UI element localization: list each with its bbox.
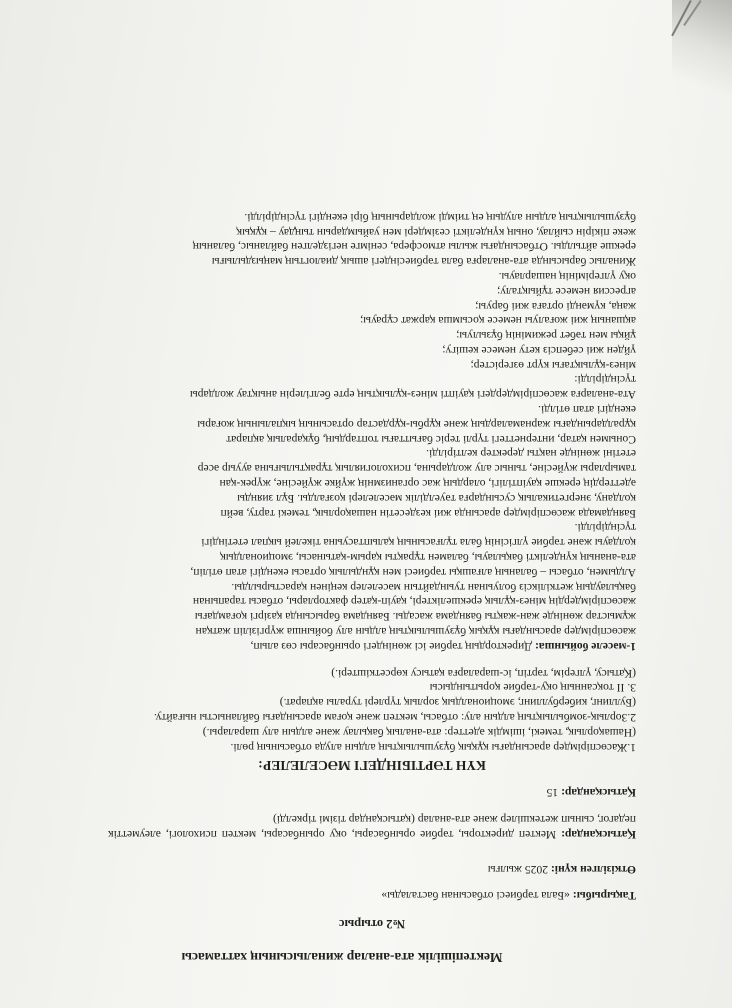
topic-label: Тақырыбы:	[572, 889, 636, 903]
body-line: Ата-аналарға жасөспірімдердегі қауіпті мінез-құлықтың ерте белгілерін анықтау жолдары	[189, 388, 636, 402]
participants-label: Қатысқандар:	[561, 827, 636, 841]
body-line: жасөспірімдер арасындағы құқық бұзушылықтың алдын алу бойынша жүргізіліп жатқан	[195, 625, 636, 639]
body-line: қолдауы және тәрбие үлгісінің бала тұлғасының қалыптасуына тікелей ықпал ететіндігі	[201, 536, 636, 550]
list-bullet-line: ұйқы мен тәбет режимінің бұзылуы;	[456, 329, 636, 343]
attendance-value: 15	[546, 786, 559, 800]
body-line: түсіндірілді:	[574, 373, 636, 387]
participants-value: Мектеп директоры, тәрбие орынбасары, оқу орынбасары, мектеп психологі, әлеуметтік педагог, сынып жетекшілер және ата-аналар (қатысқандар тізімі тіркелді)	[108, 813, 636, 841]
body-line: Жиналыс барысында ата-аналарға бала тәрбиесіндегі ашық диалогтың маңыздылығы	[211, 255, 636, 269]
body-line: жұмыстар жөнінде жан-жақты баяндама жасады. Баяндама барысында қазіргі қоғамдағы	[194, 610, 636, 624]
list-bullet-line: агрессия немесе тұйықталу;	[497, 284, 636, 298]
question-1-section	[108, 209, 636, 653]
date-value: 2025 жылғы	[487, 862, 549, 876]
question-1-first-line	[108, 638, 636, 653]
list-bullet-line: оқу үлгерімінің нашарлауы.	[498, 269, 636, 283]
agenda-title: КҮН ТӘРТІБІНДЕГІ МӘСЕЛЕЛЕР:	[258, 758, 486, 774]
body-line: тамырлары жүйесіне, тыныс алу жолдарына, психологиялық тұрақтылығына аууыр әсер	[197, 462, 636, 476]
body-line: Сонымен қатар, интернеттегі түрлі теріс бағыттағы топтардың, бұқаралық ақпарат	[226, 432, 636, 446]
body-line: Баяндамада жасөспірімдер арасында жиі кездесетін нашақорлық, темекі тарту, вейп	[220, 506, 636, 520]
document-content	[108, 209, 636, 964]
body-line: бұзушылықтың алдын алудың ең тиімді жолдарының бірі екендігі түсіндірілді.	[244, 210, 636, 224]
body-line: екендігі атап өтілді.	[538, 403, 636, 417]
body-line: Алдымен, отбасы – баланың алғашқы тәрбиесі мен құндылық ортасы екендігі атап өтіліп,	[190, 565, 636, 579]
agenda-item: 1.Жасөспірімдер арасындағы құқық бұзушылықтың алдын алуда отбасының рөлі.	[230, 740, 636, 754]
participants-line	[108, 811, 636, 841]
attendance-label: Қатысқандар:	[561, 786, 636, 800]
body-line: бақылаудың жеткіліксіз болуынан туындайтын мәселелер кеңінен қарастырылды.	[231, 580, 636, 594]
body-line: жеке пікірін сыйлау, оның күнделікті сезімдері мен уайымдарын тыңдау – құқық	[236, 225, 636, 239]
agenda-item: (Қатысу, үлгерім, тәртіп, іс-шараларға қатысу көрсеткіштері.)	[331, 666, 636, 680]
body-line: ететіні жөнінде нақты деректер келтірілді.	[426, 447, 636, 461]
list-bullet-line: үйден жиі себепсіз кету немесе кешігу;	[442, 343, 636, 357]
body-line: түсіндірілді.	[574, 521, 636, 535]
date-label: Өткізілген күні:	[550, 862, 636, 876]
date-line	[108, 861, 636, 876]
agenda-item: 3. II тоқсанның оқу-тәрбие қорытындысы	[429, 681, 636, 695]
body-line: жасөспірімдердің мінез-құлық ерекшеліктері, қауіп-қатер факторлары, отбасы тарапынан	[192, 595, 636, 609]
body-line: Директордың тәрбие ісі жөніндегі орынбасары сөз алып,	[250, 639, 533, 653]
agenda-item: (Нашақорлық, темекі, ішімдік әдеттер: ата-аналық бақылау және алдын алу шаралары.)	[202, 725, 636, 739]
question-1-label: 1-мәселе бойынша:	[535, 639, 636, 653]
topic-line	[108, 888, 636, 903]
attendance-line	[108, 784, 636, 799]
document-title: Мектепішілік ата-аналар жиналысының хаттамасы	[181, 950, 503, 965]
body-line: ерекше айтылды. Отбасындағы жылы атмосфера, сенімге негізделген байланыс, баланың	[192, 240, 636, 254]
topic-value: «Бала тәрбиесі отбасынан басталады»	[381, 889, 570, 903]
meeting-number: №2 отырыс	[338, 917, 406, 932]
body-line: ата-ананың күнделікті бақылауы, баламен тұрақты қарым-қатынасы, эмоционалдық	[220, 551, 636, 565]
agenda-item: (Буллинг, кибербуллинг, эмоционалдық зорлық түрлері туралы ақпарат.)	[279, 696, 636, 710]
body-line: құралдарындағы жарнамалардың және құрбы-құрдастар ортасының ықпалының жоғары	[197, 417, 636, 431]
agenda-list	[108, 665, 636, 754]
agenda-item: 2.Зорлық-зомбылықтың алдын алу: отбасы, мектеп және қоғам арасындағы байланысты нығайту.	[154, 711, 636, 725]
body-line: әдеттердің ерекше қауіптілігі, олардың жас организмнің жүйке жүйесіне, жүрек-қан	[219, 477, 636, 491]
list-bullet-line: ақшаның жиі жоғалуы немесе қосымша қаржат сұрауы;	[360, 314, 636, 328]
list-bullet-line: жаңа, күмәнді ортаға жиі баруы;	[475, 299, 636, 313]
list-bullet-line: мінез-құлықтағы күрт өзгерістер;	[470, 358, 636, 372]
body-line: қолдану, энергетикалық сусындарға тәуелділік мәселелері қозғалды. Бұл зиянды	[237, 491, 636, 505]
